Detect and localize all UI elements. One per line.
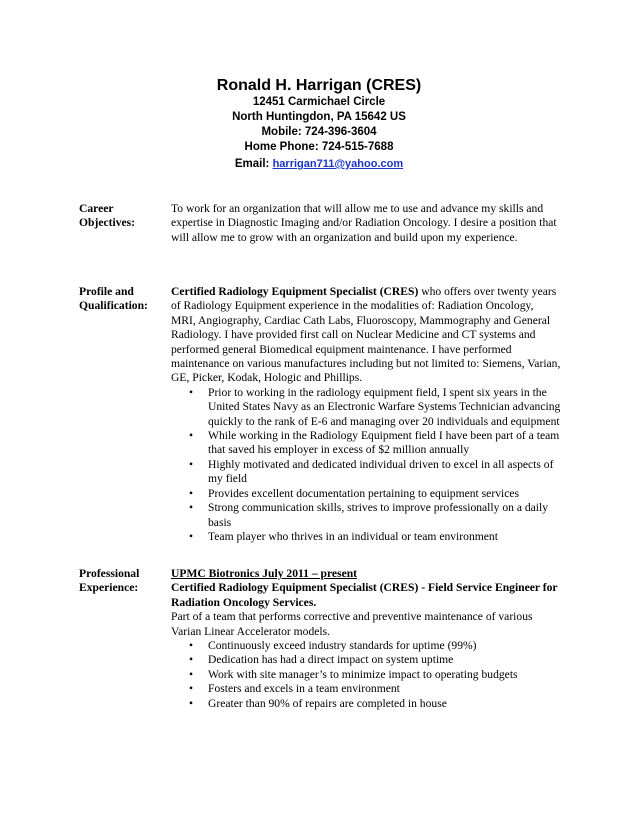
list-item-text: Continuously exceed industry standards for uptime (99%) [208, 639, 477, 653]
list-item [189, 457, 561, 487]
email-label: Email: [234, 158, 270, 170]
bullet-icon: • [189, 529, 194, 543]
list-item-text: Dedication has had a direct impact on system uptime [208, 653, 454, 667]
label-line: Professional [79, 567, 140, 580]
bullet-icon: • [189, 457, 194, 471]
list-item [189, 667, 561, 682]
list-item [189, 501, 561, 530]
list-item [189, 529, 561, 544]
experience-bullet-list [171, 639, 561, 711]
career-objectives-label [79, 202, 167, 231]
list-item [189, 385, 561, 429]
list-item [189, 486, 561, 501]
career-objectives-text: To work for an organization that will allow me to use and advance my skills and expertise in Diagnostic Imaging and/or Radiation Oncology. I desire a position that will allow me to grow with an organization and build upon my experience. [171, 202, 557, 244]
list-item-text: While working in the Radiology Equipment field I have been part of a team that saved his employer in excess of $2 million annually [208, 429, 560, 457]
list-item-text: Strong communication skills, strives to improve professionally on a daily basis [208, 501, 549, 529]
bullet-icon: • [189, 653, 194, 667]
bullet-icon: • [189, 682, 194, 696]
email-line [0, 156, 638, 172]
contact-header [0, 76, 638, 172]
profile-content [171, 285, 561, 544]
mobile-phone: Mobile: 724-396-3604 [261, 126, 377, 138]
bullet-icon: • [189, 486, 194, 500]
profile-summary [171, 285, 561, 386]
label-line: Career [79, 202, 114, 215]
profile-bullet-list [171, 386, 561, 544]
job-title: Certified Radiology Equipment Specialist (CRES) - Field Service Engineer for Radiation Oncology Services. [171, 581, 558, 609]
career-objectives-content [171, 202, 561, 245]
list-item [189, 682, 561, 696]
list-item [189, 639, 561, 653]
bullet-icon: • [189, 429, 194, 443]
label-line: Experience: [79, 581, 139, 595]
street-address: 12451 Carmichael Circle [252, 96, 386, 108]
list-item-text: Prior to working in the radiology equipment field, I spent six years in the United States Navy as an Electronic Warfare Systems Technician advancing quickly to the rank of E-6 and managing over 20 individuals and equipment [208, 385, 561, 428]
list-item [189, 429, 561, 458]
list-item-text: Greater than 90% of repairs are completed in house [208, 696, 447, 710]
job-description: Part of a team that performs corrective and preventive maintenance of various Varian Linear Accelerator models. [171, 610, 533, 638]
experience-label [79, 567, 167, 596]
profile-summary-text: who offers over twenty years of Radiology Equipment experience in the modalities of: Radiation Oncology, MRI, Angiography, Cardiac Cath Labs, Fluoroscopy, Mammography and General Radiology. I have provided first call on Nuclear Medicine and CT systems and performed general Biomedical equipment maintenance. I have performed maintenance on various manufactures including but not limited to: Siemens, Varian, GE, Picker, Kodak, Hologic and Phillips. [171, 285, 561, 385]
label-line: Profile and [79, 285, 134, 298]
city-state-zip: North Huntingdon, PA 15642 US [232, 111, 406, 123]
list-item-text: Highly motivated and dedicated individual driven to excel in all aspects of my field [208, 457, 554, 486]
bullet-icon: • [189, 696, 194, 710]
employer-heading: UPMC Biotronics July 2011 – present [171, 567, 358, 580]
profile-label [79, 285, 167, 314]
experience-section [79, 567, 559, 717]
bullet-icon: • [189, 667, 194, 681]
career-objectives-section [79, 202, 559, 262]
email-link[interactable]: harrigan711@yahoo.com [272, 158, 404, 170]
bullet-icon: • [189, 639, 194, 653]
list-item [189, 653, 561, 667]
candidate-name: Ronald H. Harrigan (CRES) [216, 77, 422, 94]
bullet-icon: • [189, 501, 194, 515]
home-phone: Home Phone: 724-515-7688 [244, 141, 394, 153]
profile-section [79, 285, 559, 550]
list-item [189, 696, 561, 711]
bullet-icon: • [189, 385, 194, 399]
list-item-text: Team player who thrives in an individual or team environment [208, 529, 498, 543]
cres-title: Certified Radiology Equipment Specialist (CRES) [171, 285, 419, 298]
label-line: Objectives: [79, 216, 136, 230]
list-item-text: Work with site manager’s to minimize impact to operating budgets [208, 667, 518, 681]
list-item-text: Fosters and excels in a team environment [208, 682, 400, 696]
label-line: Qualification: [79, 299, 148, 313]
experience-content [171, 567, 561, 711]
list-item-text: Provides excellent documentation pertaining to equipment services [208, 486, 520, 500]
